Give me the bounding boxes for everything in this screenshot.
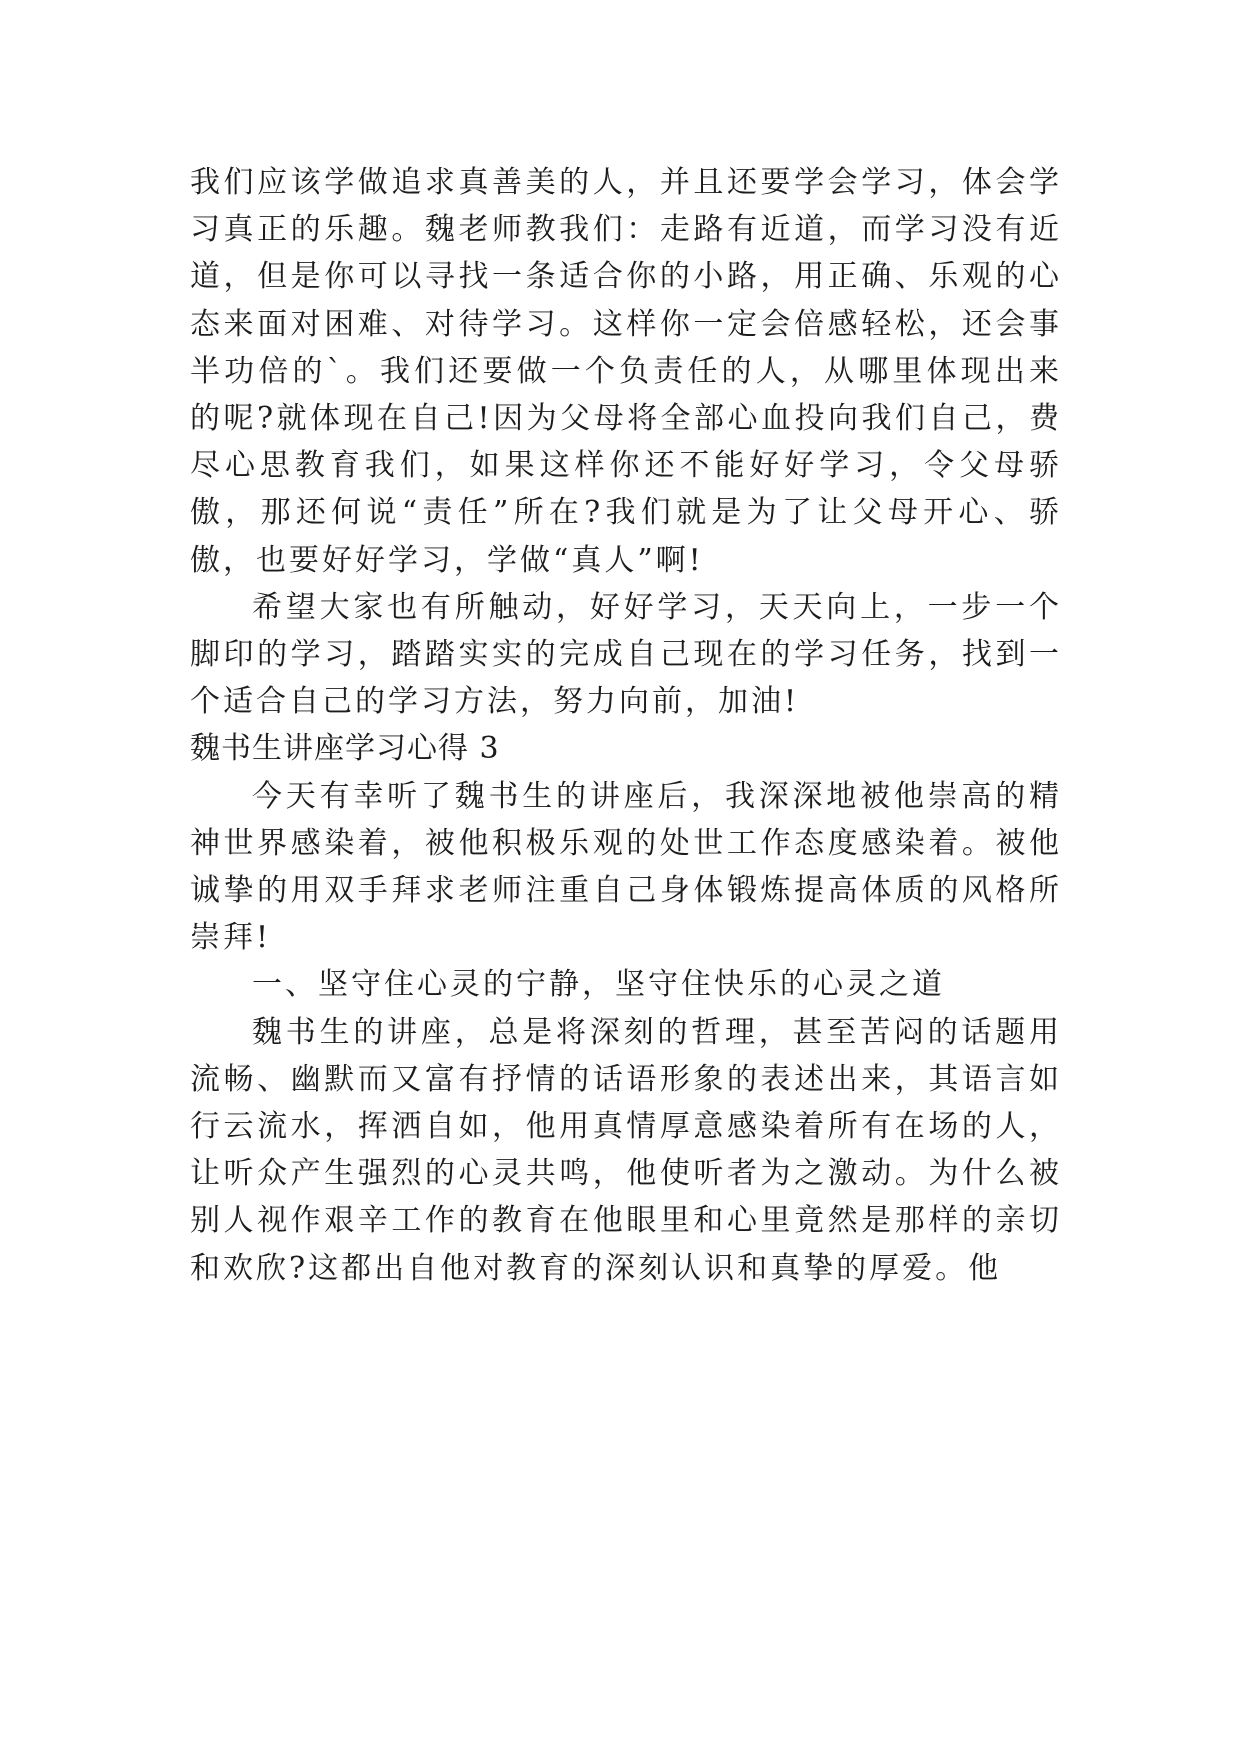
paragraph-lecture-style: 魏书生的讲座，总是将深刻的哲理，甚至苦闷的话题用流畅、幽默而又富有抒情的话语形象的表述出来，其语言如行云流水，挥洒自如，他用真情厚意感染着所有在场的人，让听众产生强烈的心灵共鸣，他使听者为之激动。为什么被别人视作艰辛工作的教育在他眼里和心里竟然是那样的亲切和欢欣?这都出自他对教育的深刻认识和真挚的厚爱。他 — [190, 1014, 1062, 1286]
paragraph-responsibility: 我们应该学做追求真善美的人，并且还要学会学习，体会学习真正的乐趣。魏老师教我们：走路有近道，而学习没有近道，但是你可以寻找一条适合你的小路，用正确、乐观的心态来面对困难、对待学习。这样你一定会倍感轻松，还会事半功倍的`。我们还要做一个负责任的人，从哪里体现出来的呢?就体现在自己!因为父母将全部心血投向我们自己，费尽心思教育我们，如果这样你还不能好好学习，令父母骄傲，那还何说“责任”所在?我们就是为了让父母开心、骄傲，也要好好学习，学做“真人”啊! — [190, 165, 1062, 578]
subheading-point-one: 一、坚守住心灵的宁静，坚守住快乐的心灵之道 — [252, 967, 945, 1003]
section-heading: 魏书生讲座学习心得 3 — [190, 731, 500, 767]
paragraph-lecture-intro: 今天有幸听了魏书生的讲座后，我深深地被他崇高的精神世界感染着，被他积极乐观的处世工作态度感染着。被他诚挚的用双手拜求老师注重自己身体锻炼提高体质的风格所崇拜! — [190, 778, 1062, 956]
document-body — [190, 159, 1062, 1292]
paragraph-encouragement: 希望大家也有所触动，好好学习，天天向上，一步一个脚印的学习，踏踏实实的完成自己现在的学习任务，找到一个适合自己的学习方法，努力向前，加油! — [190, 589, 1062, 720]
